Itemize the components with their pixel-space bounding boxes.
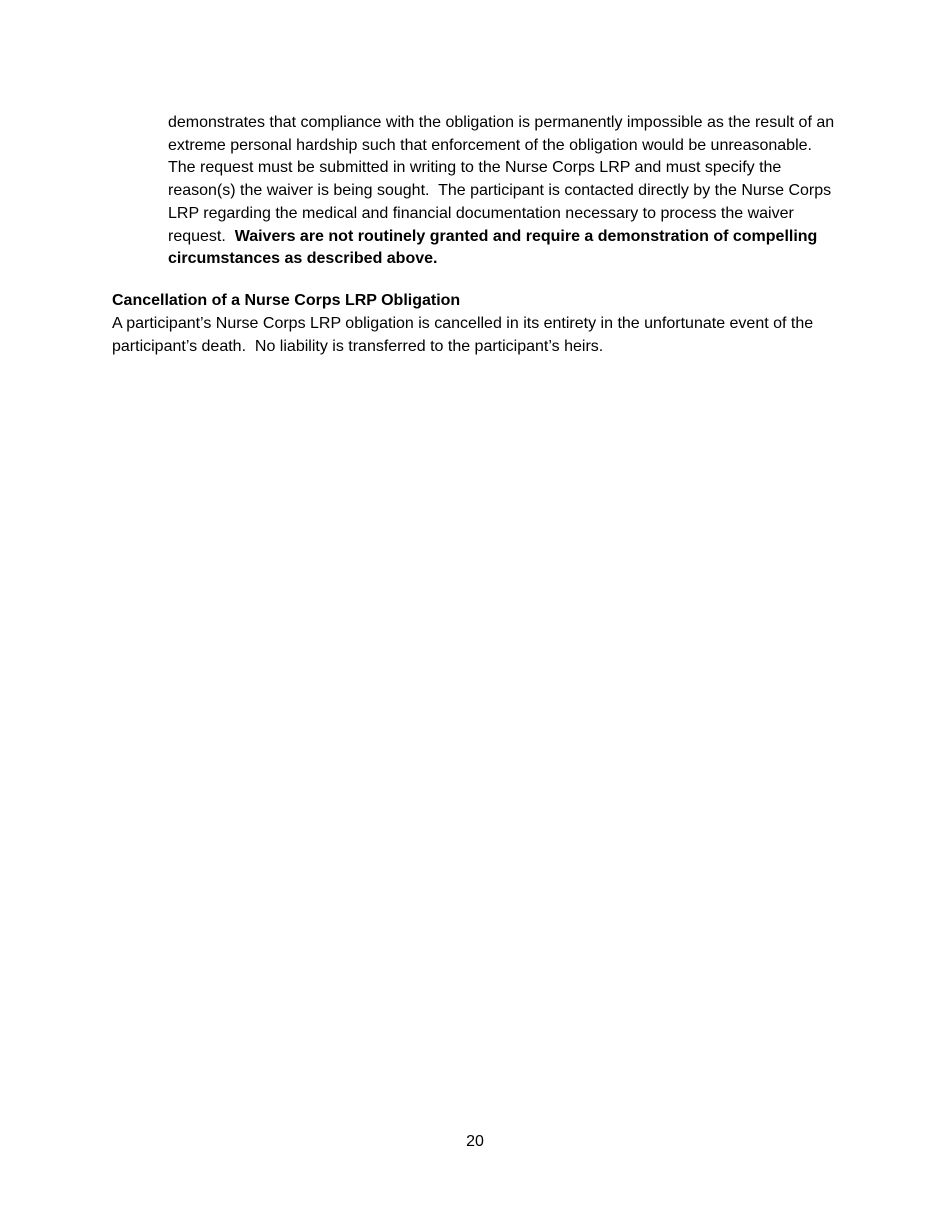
page-number: 20 (466, 1133, 484, 1150)
waiver-paragraph-text: demonstrates that compliance with the obligation is permanently impossible as the result of an extreme personal hardship such that enforcement of the obligation would be unreasonable. The request must be submitted in writing to the Nurse Corps LRP and must specify the reason(s) the waiver is being sought. The participant is contacted directly by the Nurse Corps LRP regarding the medical and financial documentation necessary to process the waiver request. (168, 114, 839, 245)
cancellation-heading: Cancellation of a Nurse Corps LRP Obligation (112, 292, 461, 309)
waiver-paragraph-bold-text: Waivers are not routinely granted and require a demonstration of compelling circumstances as described above. (168, 227, 818, 268)
cancellation-paragraph: A participant’s Nurse Corps LRP obligation is cancelled in its entirety in the unfortunate event of the participant’s death. No liability is transferred to the participant’s heirs. (112, 315, 818, 355)
waiver-paragraph (168, 112, 848, 271)
